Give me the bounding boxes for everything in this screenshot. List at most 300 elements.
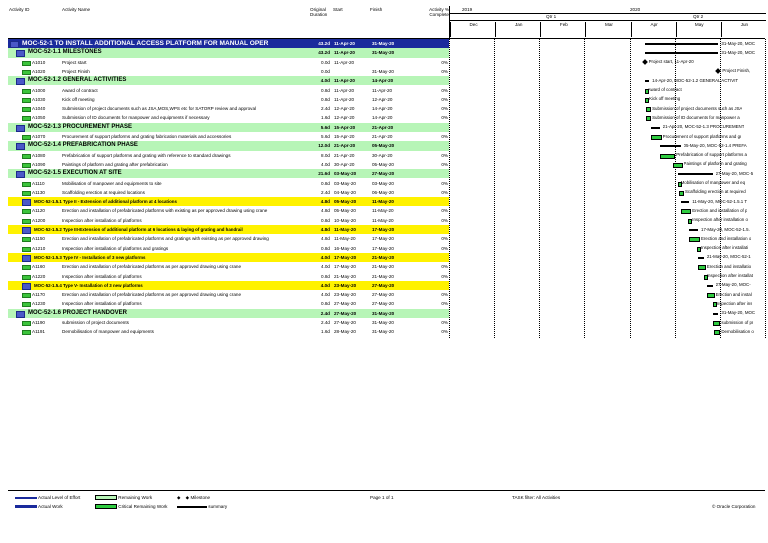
wbs-name: MOC-52-1.2 GENERAL ACTIVITIES	[28, 77, 127, 84]
activity-icon	[22, 116, 31, 121]
activity-id: A1220	[32, 273, 46, 279]
activity-icon	[22, 237, 31, 242]
gantt-bar[interactable]	[713, 321, 721, 326]
legend-loe-swatch	[15, 497, 37, 499]
activity-name: Erection and installation of prefabricated platforms with existing as per approved drawing using crane	[62, 208, 268, 214]
timescale-qtr1: Qtr 1	[546, 14, 557, 19]
activity-start: 11-Apr-20	[334, 41, 355, 46]
activity-id: A1050	[32, 115, 46, 121]
gantt-bar-label: 31-May-20, MOC	[721, 40, 756, 46]
activity-icon	[22, 302, 31, 307]
gantt-bar-label: Prefabrication of support platforms a	[676, 152, 747, 158]
schedule-sheet	[8, 6, 765, 336]
gantt-summary-bar[interactable]	[660, 145, 681, 147]
activity-duration: 1.6d	[321, 329, 330, 335]
gantt-bar-label: 31-May-20, MOC	[721, 49, 756, 55]
activity-duration: 4.0d	[321, 292, 330, 298]
gantt-gridline	[675, 39, 676, 338]
activity-name: Prefabrication of support platforms and grating with reference to standard drawings	[62, 152, 231, 158]
activity-row[interactable]	[8, 327, 449, 336]
activity-row[interactable]	[8, 58, 449, 67]
legend-actual-swatch	[15, 505, 37, 508]
activity-finish: 12-Apr-20	[372, 96, 393, 102]
gantt-summary-bar[interactable]	[698, 257, 704, 259]
task-filter: TASK filter: All Activities	[512, 495, 561, 500]
gantt-bar-label: 11-May-20, MOC-52-1.5.1 T	[692, 198, 748, 204]
activity-start: 11-Apr-20	[334, 96, 355, 102]
gantt-bar-label: Submission of ID documents for manpower a	[652, 114, 740, 120]
activity-finish: 21-May-20	[372, 264, 394, 270]
milestone-icon: ◆ ◆	[177, 495, 190, 500]
activity-duration: 0.8d	[321, 245, 330, 251]
activity-start: 11-Apr-20	[334, 59, 355, 65]
wbs-icon	[16, 143, 25, 150]
activity-finish: 11-May-20	[372, 208, 394, 214]
gantt-bar[interactable]	[651, 135, 662, 140]
wbs-icon	[10, 41, 19, 48]
activity-row[interactable]	[8, 67, 449, 76]
gantt-bar-label: Procurement of support platforms and gr	[662, 133, 742, 139]
timescale-month: Apr	[631, 22, 677, 37]
activity-row[interactable]	[8, 272, 449, 281]
activity-name: Scaffolding erection at required locations	[62, 189, 145, 195]
gantt-bar[interactable]	[679, 191, 684, 196]
gantt-milestone[interactable]	[642, 59, 648, 65]
activity-id: A1160	[32, 264, 45, 270]
activity-duration: 4.0d	[320, 254, 330, 260]
activity-id: A1190	[32, 320, 45, 325]
gantt-bar-label: 27-May-20, MOC-	[715, 282, 751, 288]
activity-finish: 27-May-20	[372, 301, 394, 307]
wbs-icon	[16, 125, 25, 132]
activity-finish: 17-May-20	[372, 236, 394, 242]
wbs-name: MOC-52-1.6 PROJECT HANDOVER	[28, 309, 128, 316]
wbs-row[interactable]	[8, 123, 449, 132]
activity-start: 27-May-20	[334, 320, 356, 325]
activity-duration: 0.8d	[321, 180, 330, 186]
gantt-bar[interactable]	[689, 237, 700, 242]
gantt-summary-bar[interactable]	[689, 229, 698, 231]
activity-pct: 0%	[441, 264, 448, 270]
activity-id: A1120	[32, 208, 45, 214]
legend-remaining: Remaining Work	[118, 495, 153, 500]
header-duration[interactable]: Original Duration	[310, 7, 328, 17]
activity-finish: 11-May-20	[372, 217, 394, 223]
wbs-icon	[16, 50, 25, 57]
gantt-bar-label: 21-May-20, MOC-52-1	[706, 254, 751, 260]
activity-id: A1020	[32, 68, 46, 74]
gantt-summary-bar[interactable]	[645, 52, 719, 54]
activity-start: 21-Apr-20	[334, 143, 356, 149]
activity-start: 11-May-20	[334, 236, 356, 242]
wbs-icon	[16, 78, 25, 85]
wbs-icon	[16, 311, 25, 318]
wbs-row[interactable]	[8, 39, 449, 48]
activity-row[interactable]	[8, 113, 449, 122]
activity-id: A1130	[32, 189, 45, 195]
activity-name: Procurement of support platforms and grating fabrication materials and accessories	[62, 134, 232, 139]
legend-remaining-swatch	[95, 495, 117, 500]
activity-pct: 0%	[441, 292, 448, 298]
activity-row[interactable]	[8, 262, 449, 271]
activity-row[interactable]	[8, 86, 449, 95]
activity-icon	[22, 135, 31, 140]
activity-row[interactable]	[8, 151, 449, 160]
activity-name: Inspection after installation of platforms and gratings	[62, 245, 169, 251]
activity-duration: 4.0d	[320, 78, 330, 84]
gantt-bar-label: Mobilisation of manpower and eq	[680, 180, 746, 185]
activity-row[interactable]	[8, 206, 449, 215]
activity-start: 03-May-20	[334, 171, 357, 177]
activity-start: 11-Apr-20	[334, 50, 355, 56]
activity-start: 15-Apr-20	[334, 134, 355, 139]
gantt-bar-label: Erection and installation o	[701, 235, 752, 241]
gantt-gridline	[630, 39, 631, 338]
wbs-name: MOC-52-1.1 MILESTONES	[28, 49, 102, 56]
gantt-bar-label: submission of pr	[721, 319, 754, 325]
activity-icon	[22, 89, 31, 94]
activity-start: 23-May-20	[334, 282, 357, 288]
activity-row[interactable]	[8, 188, 449, 197]
legend-actual-work: Actual Work	[38, 504, 63, 509]
activity-row[interactable]	[8, 216, 449, 225]
timescale-month: Feb	[540, 22, 586, 37]
activity-row[interactable]	[8, 104, 449, 113]
gantt-summary-bar[interactable]	[678, 173, 713, 175]
timescale-year-2019: 2019	[462, 7, 473, 12]
activity-start: 28-May-20	[334, 329, 356, 335]
activity-pct: 0%	[441, 189, 448, 195]
wbs-row[interactable]	[8, 197, 449, 206]
activity-finish: 17-May-20	[372, 227, 395, 232]
activity-id: A1040	[32, 106, 46, 112]
activity-start: 17-May-20	[334, 254, 357, 260]
activity-name: Project start	[62, 59, 87, 65]
activity-finish: 11-May-20	[372, 199, 394, 205]
activity-finish: 03-May-20	[372, 180, 394, 186]
wbs-row[interactable]	[8, 48, 449, 57]
activity-duration: 1.6d	[321, 115, 330, 121]
activity-name: Kick off meeting	[62, 96, 95, 102]
activity-duration: 0.8d	[321, 87, 330, 93]
gantt-bar-label: Inspection after installat	[706, 273, 753, 278]
timescale-month: Jun	[721, 22, 767, 37]
wbs-name: MOC-52-1.5.2 Type III-Extension of additional platform at 6 locations & laying of grating and handrail	[34, 227, 243, 232]
activity-name: Paintings of platform and grating after prefabrication	[62, 161, 168, 167]
gantt-bar[interactable]	[681, 209, 692, 214]
activity-icon	[22, 209, 31, 214]
activity-row[interactable]	[8, 160, 449, 169]
gantt-bar-label: Submission of project documents such as JSA	[652, 105, 743, 111]
activity-icon	[22, 61, 31, 66]
gantt-summary-bar[interactable]	[681, 201, 690, 203]
gantt-bar[interactable]	[707, 293, 715, 298]
wbs-name: MOC-52-1 TO INSTALL ADDITIONAL ACCESS PLATFORM FOR MANUAL OPER	[22, 40, 269, 47]
activity-duration: 4.8d	[320, 227, 330, 232]
wbs-icon	[22, 199, 31, 206]
activity-pct: 0%	[441, 236, 448, 242]
activity-id: A1150	[32, 236, 45, 242]
activity-finish: 27-May-20	[372, 171, 395, 177]
gantt-summary-bar[interactable]	[645, 43, 719, 45]
gantt-summary-bar[interactable]	[651, 127, 660, 129]
wbs-row[interactable]	[8, 141, 449, 150]
activity-finish: 21-Apr-20	[372, 124, 394, 130]
activity-duration: 2.4d	[320, 310, 330, 316]
activity-id: A1000	[32, 87, 46, 93]
activity-duration: 8.0d	[321, 152, 330, 158]
activity-pct: 0%	[441, 134, 448, 139]
activity-pct: 0%	[441, 161, 448, 167]
activity-finish: 27-May-20	[372, 292, 394, 298]
timescale-month: Mar	[585, 22, 631, 37]
gantt-bar[interactable]	[697, 247, 701, 252]
gantt-summary-bar[interactable]	[713, 313, 719, 315]
activity-finish: 11-Apr-20	[372, 87, 393, 93]
gantt-bar-label: Erection and instal	[715, 291, 752, 297]
activity-duration: 4.0d	[321, 264, 330, 270]
activity-row[interactable]	[8, 290, 449, 299]
activity-duration: 0.0d	[321, 59, 330, 65]
activity-duration: 4.8d	[320, 199, 330, 205]
header-pct-complete[interactable]: Activity % Complete	[429, 7, 449, 17]
activity-duration: 0.8d	[321, 96, 330, 102]
wbs-row[interactable]	[8, 309, 449, 318]
activity-duration: 2.4d	[321, 106, 330, 112]
legend-critical-swatch	[95, 504, 117, 509]
gantt-bar[interactable]	[646, 107, 651, 112]
activity-name: Submission of project documents such as JSA,MOS,WPS etc for SATORP review and approval	[62, 106, 257, 112]
activity-start: 11-Apr-20	[334, 78, 355, 84]
activity-start: 12-Apr-20	[334, 106, 355, 112]
activity-start: 10-May-20	[334, 217, 356, 223]
activity-start: 17-May-20	[334, 264, 356, 270]
activity-start: 05-May-20	[334, 199, 357, 205]
activity-id: A1200	[32, 217, 46, 223]
activity-pct: 0%	[441, 106, 448, 112]
activity-icon	[22, 154, 31, 159]
activity-pct: 0%	[441, 208, 448, 214]
activity-pct: 0%	[441, 301, 448, 307]
activity-pct: 0%	[441, 217, 448, 223]
activity-duration: 4.8d	[321, 208, 330, 214]
activity-icon	[22, 219, 31, 224]
activity-duration: 43.2d	[318, 50, 330, 56]
gantt-bar-label: 17-May-20, MOC-52-1.5.	[701, 226, 750, 232]
footer-divider	[8, 490, 765, 491]
gantt-bar-label: Project Finish,	[722, 68, 751, 74]
activity-icon	[22, 247, 31, 252]
legend-loe: Actual Level of Effort	[38, 495, 81, 500]
activity-name: Inspection after installation of platforms	[62, 273, 142, 279]
gantt-summary-bar[interactable]	[645, 80, 650, 82]
activity-finish: 05-May-20	[372, 143, 395, 149]
gantt-gridline	[494, 39, 495, 338]
gantt-chart	[449, 39, 765, 337]
activity-finish: 27-May-20	[372, 282, 395, 288]
gantt-summary-bar[interactable]	[707, 285, 713, 287]
wbs-row[interactable]	[8, 253, 449, 262]
wbs-row[interactable]	[8, 169, 449, 178]
timescale-month: Dec	[450, 22, 496, 37]
gantt-gridline	[449, 39, 450, 338]
activity-icon	[22, 163, 31, 168]
activity-finish: 05-May-20	[372, 161, 394, 167]
activity-finish: 31-May-20	[372, 68, 394, 74]
activity-id: A1080	[32, 152, 46, 158]
legend-milestone: Milestone	[190, 495, 211, 500]
gantt-bar-label: Inspection after installation o	[692, 217, 748, 223]
activity-name: Submission of ID documents for manpower and equipments if necessary	[62, 115, 210, 121]
activity-finish: 31-May-20	[372, 41, 395, 46]
wbs-row[interactable]	[8, 76, 449, 85]
gantt-bar[interactable]	[714, 330, 720, 335]
activity-row[interactable]	[8, 179, 449, 188]
activity-pct: 0%	[441, 320, 448, 325]
activity-duration: 5.6d	[321, 134, 330, 139]
activity-icon	[22, 293, 31, 298]
activity-name: Inspection after installation of platforms	[62, 301, 142, 307]
gantt-bar[interactable]	[646, 116, 651, 121]
activity-start: 23-May-20	[334, 292, 356, 298]
wbs-icon	[16, 171, 25, 178]
legend-summary-swatch	[177, 506, 207, 508]
activity-id: A1010	[32, 59, 46, 65]
activity-start: 16-May-20	[334, 245, 356, 251]
activity-start: 27-May-20	[334, 310, 357, 316]
activity-icon	[22, 275, 31, 280]
activity-start: 11-May-20	[334, 227, 356, 232]
activity-finish: 30-Apr-20	[372, 152, 393, 158]
activity-row[interactable]	[8, 299, 449, 308]
activity-start: 15-Apr-20	[334, 124, 356, 130]
activity-id: A1090	[32, 161, 46, 167]
activity-duration: 0.0d	[321, 68, 330, 74]
activity-row[interactable]	[8, 244, 449, 253]
activity-finish: 06-May-20	[372, 189, 394, 195]
activity-row[interactable]	[8, 95, 449, 104]
activity-start: 21-Apr-20	[334, 152, 355, 158]
header-activity-id[interactable]: Activity ID	[9, 7, 30, 12]
wbs-name: MOC-52-1.4 PREFABRICATION PHASE	[28, 142, 138, 149]
activity-icon	[22, 98, 31, 103]
activity-name: Project Finish	[62, 68, 90, 74]
wbs-row[interactable]	[8, 225, 449, 234]
gantt-bar-label: Erection and installatio	[706, 263, 752, 269]
gantt-bar-label: 27-May-20, MOC-5	[715, 170, 754, 176]
activity-row[interactable]	[8, 234, 449, 243]
gantt-bar[interactable]	[645, 98, 649, 103]
activity-start: 05-May-20	[334, 208, 356, 214]
activity-finish: 21-May-20	[372, 254, 395, 260]
column-header	[8, 6, 765, 39]
activity-duration: 5.6d	[320, 124, 330, 130]
gantt-bar-label: 14-Apr-20, MOC-52-1.2 GENERAL ACTIVIT	[652, 77, 739, 83]
activity-finish: 21-Apr-20	[372, 134, 393, 139]
activity-duration: 4.0d	[321, 161, 330, 167]
activity-name: Mobilisation of manpower and equipments to site	[62, 180, 162, 186]
activity-id: A1170	[32, 292, 45, 298]
gantt-bar-label: 31-May-20, MOC	[721, 310, 756, 316]
activity-duration: 0.8d	[321, 217, 330, 223]
activity-name: Demobilisation of manpower and equipments	[62, 329, 154, 335]
activity-name: submission of project documents	[62, 320, 129, 325]
activity-duration: 0.8d	[321, 273, 330, 279]
activity-id: A1070	[32, 134, 46, 139]
activity-name: Award of contract	[62, 87, 98, 93]
wbs-name: MOC-52-1.5 EXECUTION AT SITE	[28, 170, 122, 177]
wbs-name: MOC-52-1.3 PROCUREMENT PHASE	[28, 123, 133, 130]
activity-pct: 0%	[441, 245, 448, 251]
activity-icon	[22, 191, 31, 196]
activity-start: 12-Apr-20	[334, 115, 355, 121]
activity-finish: 14-Apr-20	[372, 78, 394, 84]
activity-finish: 31-May-20	[372, 50, 395, 56]
timescale	[449, 6, 766, 38]
activity-finish: 21-May-20	[372, 273, 394, 279]
activity-start: 11-Apr-20	[334, 87, 355, 93]
gantt-bar-label: Paintings of platform and grating	[683, 161, 747, 167]
activity-icon	[22, 70, 31, 75]
activity-finish: 31-May-20	[372, 329, 394, 335]
header-start[interactable]: Start	[333, 7, 343, 12]
activity-duration: 2.4d	[321, 320, 330, 325]
activity-duration: 0.8d	[321, 301, 330, 307]
legend-critical: Critical Remaining Work	[118, 504, 168, 509]
activity-finish: 31-May-20	[372, 310, 395, 316]
activity-pct: 0%	[441, 180, 448, 186]
activity-duration: 2.4d	[321, 189, 330, 195]
copyright: © Oracle Corporation	[712, 504, 756, 509]
gantt-bar[interactable]	[688, 219, 692, 224]
wbs-icon	[22, 255, 31, 262]
activity-icon	[22, 321, 31, 326]
activity-id: A1030	[32, 96, 46, 102]
page-number: Page 1 of 1	[370, 495, 394, 500]
activity-pct: 0%	[441, 96, 448, 102]
activity-pct: 0%	[441, 115, 448, 121]
activity-pct: 0%	[441, 152, 448, 158]
timescale-month: May	[676, 22, 722, 37]
wbs-icon	[22, 283, 31, 290]
activity-start: 03-May-20	[334, 180, 356, 186]
activity-id: A1230	[32, 301, 46, 307]
activity-icon	[22, 265, 31, 270]
activity-pct: 0%	[441, 59, 448, 65]
activity-finish: 17-May-20	[372, 245, 394, 251]
gantt-bar[interactable]	[673, 163, 682, 168]
gantt-bar[interactable]	[698, 265, 706, 270]
header-finish[interactable]: Finish	[370, 7, 383, 12]
activity-pct: 0%	[441, 329, 448, 335]
wbs-row[interactable]	[8, 281, 449, 290]
timescale-month: Jan	[495, 22, 541, 37]
timescale-qtr2: Qtr 2	[693, 14, 704, 19]
wbs-name: MOC-52-1.5.4 Type V- Installation of 3 new platforms	[34, 282, 143, 288]
activity-name: Erection and installation of prefabricated platforms as per approved drawing using crane	[62, 264, 242, 270]
activity-duration: 4.8d	[321, 236, 330, 242]
activity-id: A1210	[32, 245, 46, 251]
activity-duration: 4.0d	[320, 282, 330, 288]
activity-row[interactable]	[8, 318, 449, 327]
activity-duration: 21.6d	[318, 171, 330, 177]
activity-row[interactable]	[8, 132, 449, 141]
legend-summary: summary	[208, 504, 228, 509]
activity-start: 30-Apr-20	[334, 161, 355, 167]
gantt-bar[interactable]	[660, 154, 676, 159]
activity-name: Erection and installation of prefabricated platforms as per approved drawing using crane	[62, 292, 242, 298]
header-activity-name[interactable]: Activity Name	[62, 7, 91, 12]
